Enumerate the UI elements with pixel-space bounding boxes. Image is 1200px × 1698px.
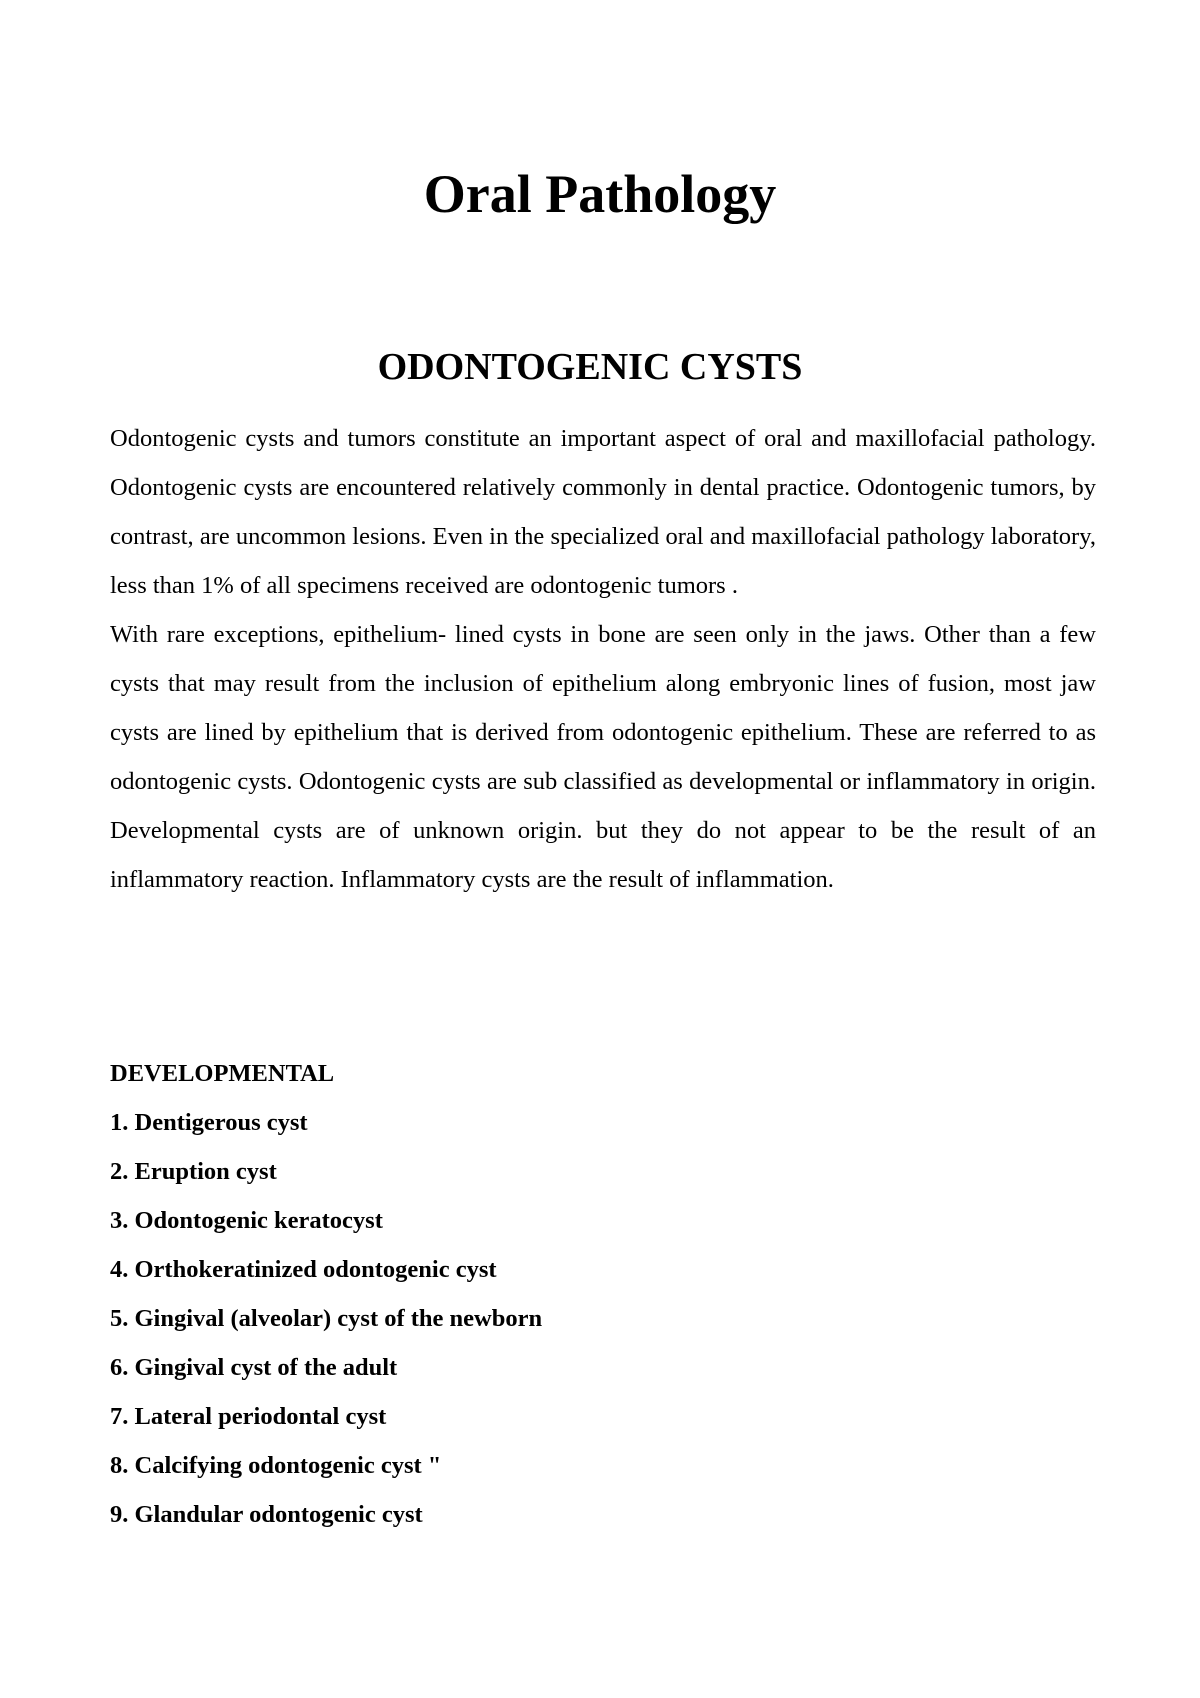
paragraph: Odontogenic cysts and tumors constitute an important aspect of oral and maxillofacial pathology. Odontogenic cysts are encountered relatively commonly in dental practice. Odontogenic tumors, by contrast, are uncommon lesions. Even in the specialized oral and maxillofacial pathology laboratory, less than 1% of all specimens received are odontogenic tumors . [110, 425, 1096, 599]
list-item: 2. Eruption cyst [110, 1158, 277, 1185]
list-item: 8. Calcifying odontogenic cyst " [110, 1452, 442, 1479]
list-item: 5. Gingival (alveolar) cyst of the newborn [110, 1305, 543, 1332]
developmental-cyst-list [110, 1098, 542, 1539]
list-item: 4. Orthokeratinized odontogenic cyst [110, 1256, 497, 1283]
list-item: 7. Lateral periodontal cyst [110, 1403, 387, 1430]
document-title: Oral Pathology [423, 164, 777, 224]
list-heading: DEVELOPMENTAL [110, 1060, 335, 1087]
list-item: 6. Gingival cyst of the adult [110, 1354, 398, 1381]
list-item: 3. Odontogenic keratocyst [110, 1207, 383, 1234]
list-item: 9. Glandular odontogenic cyst [110, 1501, 423, 1528]
paragraph: With rare exceptions, epithelium- lined cysts in bone are seen only in the jaws. Other than a few cysts that may result from the inclusion of epithelium along embryonic lines of fusion, most jaw cysts are lined by epithelium that is derived from odontogenic epithelium. These are referred to as odontogenic cysts. Odontogenic cysts are sub classified as developmental or inflammatory in origin. Developmental cysts are of unknown origin. but they do not appear to be the result of an inflammatory reaction. Inflammatory cysts are the result of inflammation. [110, 621, 1096, 893]
section-heading: ODONTOGENIC CYSTS [377, 346, 803, 388]
body-text [110, 414, 1096, 904]
list-item: 1. Dentigerous cyst [110, 1109, 308, 1136]
